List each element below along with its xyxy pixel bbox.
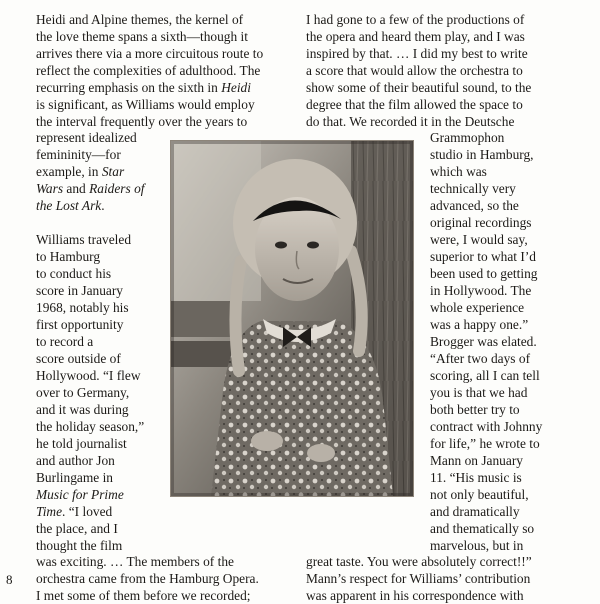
right-line: not only beautiful,: [430, 487, 529, 502]
right-line: great taste. You were absolutely correct!!”: [306, 554, 532, 569]
left-line: Wars and Raiders of: [36, 181, 145, 196]
right-line: original recordings: [430, 215, 532, 230]
right-line: studio in Hamburg,: [430, 147, 534, 162]
left-line: and it was during: [36, 402, 129, 417]
right-line: both better try to: [430, 402, 520, 417]
left-line: the love theme spans a sixth—though it: [36, 29, 248, 44]
page-number: 8: [6, 572, 13, 587]
left-line: orchestra came from the Hamburg Opera.: [36, 571, 259, 586]
left-line: to record a: [36, 334, 94, 349]
left-line: first opportunity: [36, 317, 124, 332]
right-line: was a happy one.”: [430, 317, 529, 332]
right-line: 11. “His music is: [430, 470, 522, 485]
left-braid: [235, 261, 241, 371]
left-line: example, in Star: [36, 164, 125, 179]
right-line: which was: [430, 164, 487, 179]
right-line: inspired by that. … I did my best to write: [306, 46, 528, 61]
left-line: over to Germany,: [36, 385, 130, 400]
left-line: the Lost Ark.: [36, 198, 105, 213]
right-line: superior to what I’d: [430, 249, 536, 264]
left-line: the interval frequently over the years to: [36, 114, 248, 129]
right-line: whole experience: [430, 300, 525, 315]
left-line: recurring emphasis on the sixth in Heidi: [36, 80, 251, 95]
left-line: to Hamburg: [36, 249, 101, 264]
left-line: thought the film: [36, 538, 123, 553]
left-line: he told journalist: [36, 436, 127, 451]
right-line: was apparent in his correspondence with: [306, 588, 524, 603]
left-line: femininity—for: [36, 147, 121, 162]
right-line: Mann on January: [430, 453, 523, 468]
right-line: you is that we had: [430, 385, 528, 400]
left-line: the holiday season,”: [36, 419, 145, 434]
right-line: the opera and heard them play, and I was: [306, 29, 525, 44]
left-line: Hollywood. “I flew: [36, 368, 141, 383]
right-line: scoring, all I can tell: [430, 368, 540, 383]
right-line: marvelous, but in: [430, 538, 524, 553]
right-line: in Hollywood. The: [430, 283, 532, 298]
right-line: contract with Johnny: [430, 419, 543, 434]
right-line: Grammophon: [430, 130, 505, 145]
right-line: Brogger was elated.: [430, 334, 537, 349]
right-line: Mann’s respect for Williams’ contribution: [306, 571, 531, 586]
left-line: score outside of: [36, 351, 121, 366]
left-line: reflect the complexities of adulthood. The: [36, 63, 261, 78]
photo-illustration: [171, 141, 413, 496]
right-line: and dramatically: [430, 504, 520, 519]
left-line: and author Jon: [36, 453, 115, 468]
right-line: I had gone to a few of the productions of: [306, 12, 525, 27]
right-line: been used to getting: [430, 266, 538, 281]
right-line: technically very: [430, 181, 516, 196]
right-line: a score that would allow the orchestra to: [306, 63, 523, 78]
left-line: to conduct his: [36, 266, 112, 281]
left-line: Time. “I loved: [36, 504, 113, 519]
right-line: show some of their beautiful sound, to the: [306, 80, 532, 95]
right-line: do that. We recorded it in the Deutsche: [306, 114, 515, 129]
left-line: I met some of them before we recorded;: [36, 588, 251, 603]
right-line: and thematically so: [430, 521, 535, 536]
right-line: “After two days of: [430, 351, 531, 366]
right-line: advanced, so the: [430, 198, 519, 213]
left-line: represent idealized: [36, 130, 137, 145]
left-line: Heidi and Alpine themes, the kernel of: [36, 12, 244, 27]
left-line: Music for Prime: [36, 487, 124, 502]
photo-girl-portrait: [170, 140, 414, 497]
right-line: degree that the film allowed the space to: [306, 97, 523, 112]
left-line: Burlingame in: [36, 470, 113, 485]
left-line: Williams traveled: [36, 232, 132, 247]
left-line: score in January: [36, 283, 124, 298]
left-line: the place, and I: [36, 521, 118, 536]
left-line: is significant, as Williams would employ: [36, 97, 255, 112]
right-line: for life,” he wrote to: [430, 436, 540, 451]
right-line: were, I would say,: [430, 232, 528, 247]
left-line: was exciting. … The members of the: [36, 554, 234, 569]
left-line: 1968, notably his: [36, 300, 129, 315]
left-line: arrives there via a more circuitous route to: [36, 46, 264, 61]
